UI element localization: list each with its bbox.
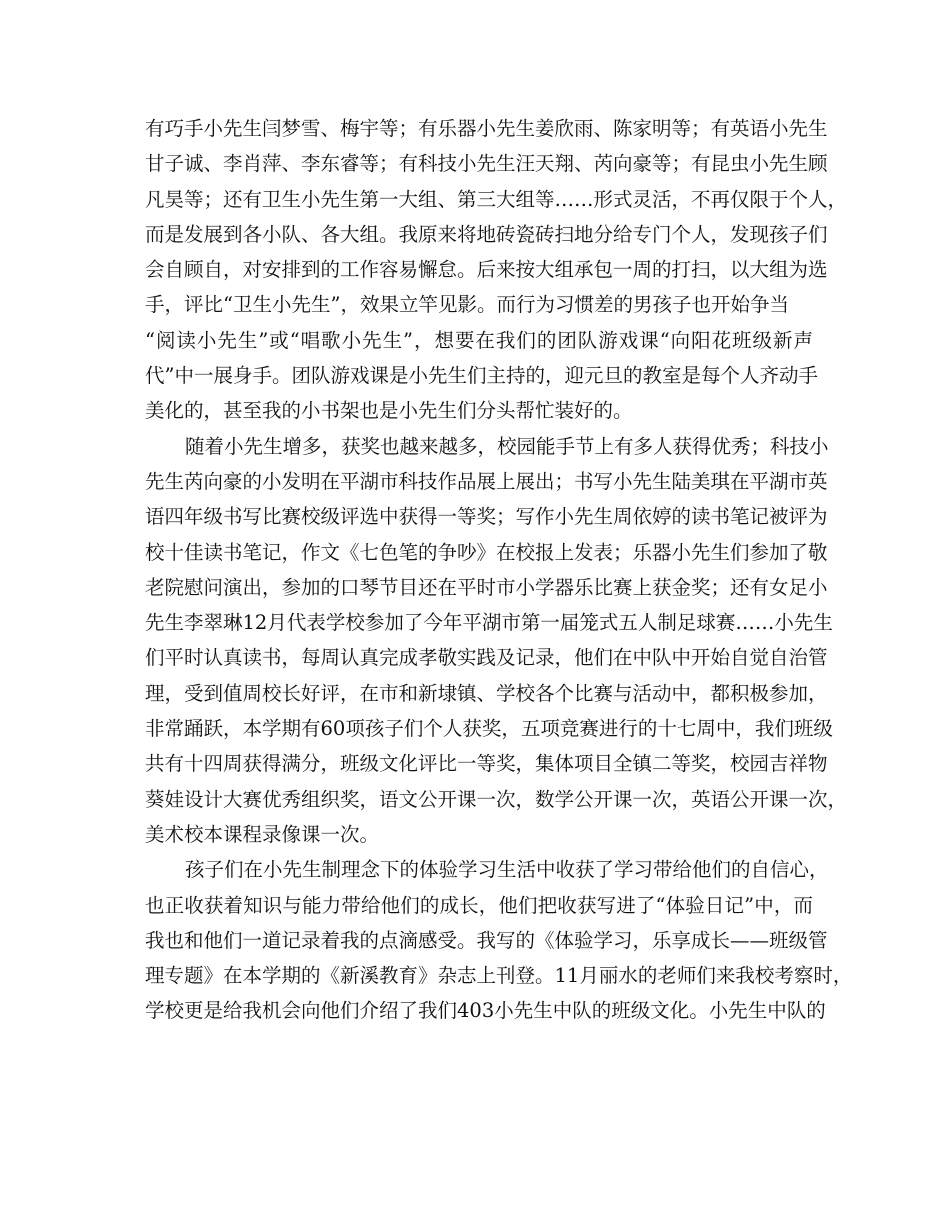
text-line: 们平时认真读书，每周认真完成孝敬实践及记录，他们在中队中开始自觉自治管 xyxy=(145,646,828,670)
text-line: 理专题》在本学期的《新溪教育》杂志上刊登。11月丽水的老师们来我校考察时， xyxy=(145,964,853,988)
document-body xyxy=(145,111,853,1029)
text-line: “阅读小先生”或“唱歌小先生”，想要在我们的团队游戏课“向阳花班级新声 xyxy=(145,328,813,352)
text-line: 我也和他们一道记录着我的点滴感受。我写的《体验学习，乐享成长——班级管 xyxy=(145,928,828,952)
text-line: 老院慰问演出，参加的口琴节目还在平时市小学器乐比赛上获金奖；还有女足小 xyxy=(145,575,828,599)
text-line: 有巧手小先生闫梦雪、梅宇等；有乐器小先生姜欣雨、陈家明等；有英语小先生 xyxy=(145,117,828,140)
paragraph-first-line: 孩子们在小先生制理念下的体验学习生活中收获了学习带给他们的自信心， xyxy=(185,858,829,882)
text-line: 凡昊等；还有卫生小先生第一大组、第三大组等……形式灵活，不再仅限于个人， xyxy=(145,187,848,211)
text-line: 美化的，甚至我的小书架也是小先生们分头帮忙装好的。 xyxy=(145,399,633,423)
text-line: 先生李翠琳12月代表学校参加了今年平湖市第一届笼式五人制足球赛……小先生 xyxy=(145,611,833,635)
text-line: 也正收获着知识与能力带给他们的成长，他们把收获写进了“体验日记”中，而 xyxy=(145,893,813,917)
text-line: 手，评比“卫生小先生”，效果立竿见影。而行为习惯差的男孩子也开始争当 xyxy=(145,293,789,317)
text-line: 代”中一展身手。团队游戏课是小先生们主持的，迎元旦的教室是每个人齐动手 xyxy=(145,364,818,388)
text-line: 理，受到值周校长好评，在市和新埭镇、学校各个比赛与活动中，都积极参加， xyxy=(145,681,828,705)
text-line: 会自顾自，对安排到的工作容易懈怠。后来按大组承包一周的打扫，以大组为选 xyxy=(145,258,828,282)
text-line: 美术校本课程录像课一次。 xyxy=(145,822,380,846)
paragraph-first-line: 随着小先生增多，获奖也越来越多，校园能手节上有多人获得优秀；科技小 xyxy=(185,434,829,458)
text-line: 学校更是给我机会向他们介绍了我们403小先生中队的班级文化。小先生中队的 xyxy=(145,999,826,1023)
text-line: 而是发展到各小队、各大组。我原来将地砖瓷砖扫地分给专门个人，发现孩子们 xyxy=(145,222,828,246)
text-line: 校十佳读书笔记，作文《七色笔的争吵》在校报上发表；乐器小先生们参加了敬 xyxy=(145,540,828,564)
text-line: 语四年级书写比赛校级评选中获得一等奖；写作小先生周依婷的读书笔记被评为 xyxy=(145,505,828,529)
text-line: 非常踊跃，本学期有60项孩子们个人获奖，五项竞赛进行的十七周中，我们班级 xyxy=(145,717,833,741)
text-line: 先生芮向豪的小发明在平湖市科技作品展上展出；书写小先生陆美琪在平湖市英 xyxy=(145,469,828,493)
text-line: 甘子诚、李肖萍、李东睿等；有科技小先生汪天翔、芮向豪等；有昆虫小先生顾 xyxy=(145,152,828,176)
text-line: 共有十四周获得满分，班级文化评比一等奖，集体项目全镇二等奖，校园吉祥物 xyxy=(145,752,828,776)
text-line: 葵娃设计大赛优秀组织奖，语文公开课一次，数学公开课一次，英语公开课一次， xyxy=(145,787,848,811)
